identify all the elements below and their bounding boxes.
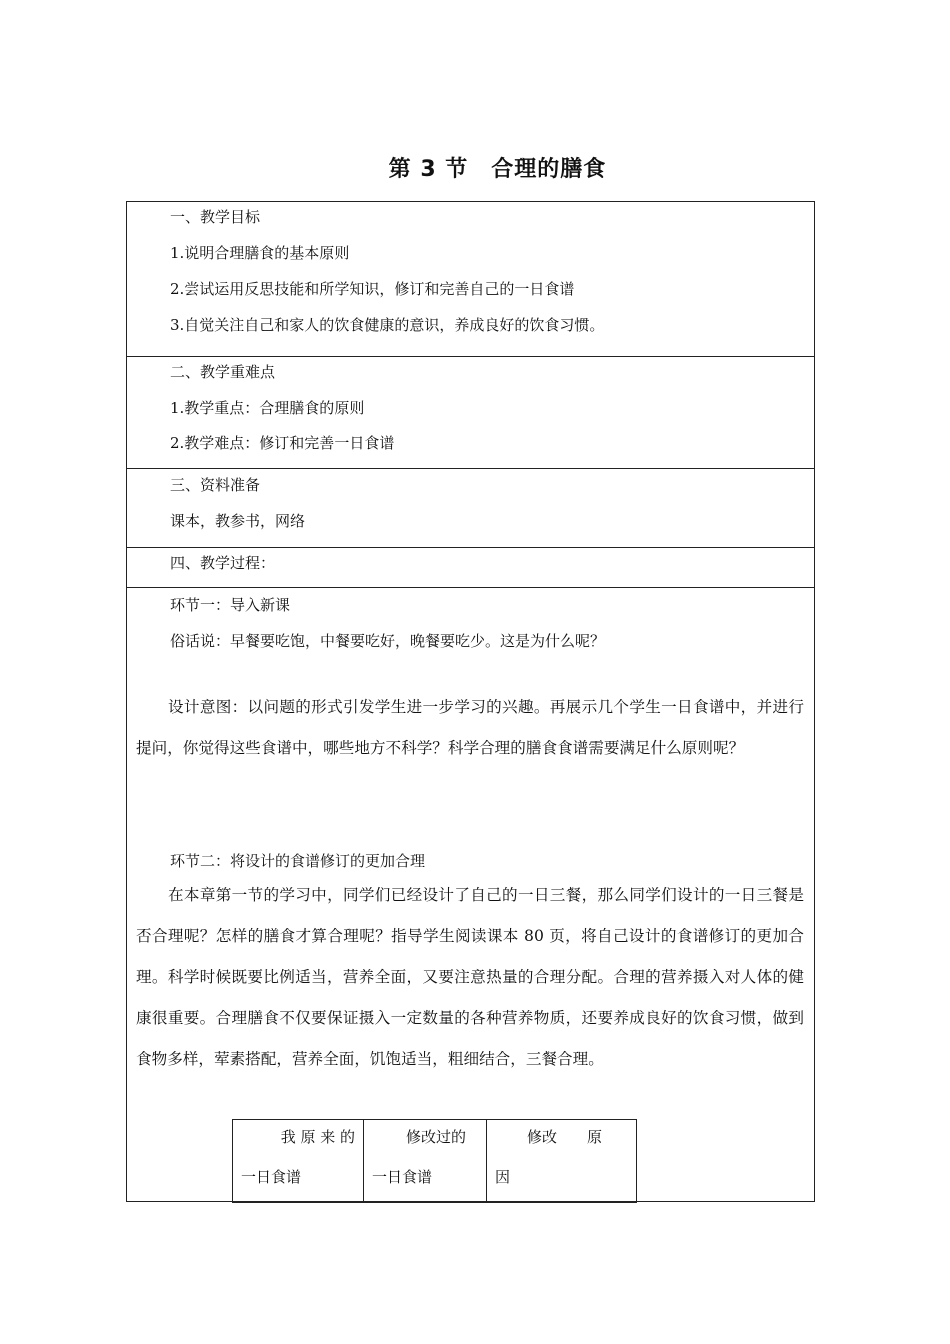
section2-item-1: 1.教学重点：合理膳食的原则: [170, 399, 365, 417]
row-divider: [127, 468, 814, 469]
page-title: 第 3 节 合理的膳食: [388, 157, 607, 182]
col3-header-line1: 修改 原: [527, 1128, 603, 1146]
column-divider: [363, 1120, 364, 1201]
row-divider: [127, 587, 814, 588]
section1-heading: 一、教学目标: [170, 208, 261, 226]
col2-header-line2: 一日食谱: [372, 1168, 433, 1186]
col3-header-line2: 因: [495, 1168, 511, 1186]
column-divider: [486, 1120, 487, 1201]
row-divider: [127, 547, 814, 548]
link2-text: 在本章第一节的学习中，同学们已经设计了自己的一日三餐，那么同学们设计的一日三餐是否合理呢？怎样的膳食才算合理呢？指导学生阅读课本 80 页，将自己设计的食谱修订的更加合理。科学时候既要比例适当，营养全面，又要注意热量的合理分配。合理的营养摄入对人体的健康很重要。合理膳食不仅要保证摄入一定数量的各种营养物质，还要养成良好的饮食习惯，做到食物多样，荤素搭配，营养全面，饥饱适当，粗细结合，三餐合理。: [136, 886, 804, 1068]
section1-item-3: 3.自觉关注自己和家人的饮食健康的意识，养成良好的饮食习惯。: [170, 316, 605, 334]
link2-title: 环节二：将设计的食谱修订的更加合理: [170, 852, 426, 870]
row-divider: [127, 356, 814, 357]
section1-item-1: 1.说明合理膳食的基本原则: [170, 244, 350, 262]
section4-heading: 四、教学过程：: [170, 554, 276, 572]
lesson-table: [126, 201, 815, 1202]
col2-header-line1: 修改过的: [406, 1128, 467, 1146]
link1-text: 俗话说：早餐要吃饱，中餐要吃好，晚餐要吃少。这是为什么呢？: [170, 632, 606, 650]
col1-header-line1: 我 原 来 的: [280, 1128, 355, 1146]
link1-title: 环节一：导入新课: [170, 596, 291, 614]
col1-header-line2: 一日食谱: [241, 1168, 302, 1186]
section3-content: 课本，教参书，网络: [170, 512, 306, 530]
design-intent: 设计意图：以问题的形式引发学生进一步学习的兴趣。再展示几个学生一日食谱中，并进行提问，你觉得这些食谱中，哪些地方不科学？科学合理的膳食食谱需要满足什么原则呢？: [136, 698, 804, 757]
section2-heading: 二、教学重难点: [170, 363, 276, 381]
menu-comparison-table: [232, 1119, 637, 1203]
section1-item-2: 2.尝试运用反思技能和所学知识，修订和完善自己的一日食谱: [170, 280, 575, 298]
section2-item-2: 2.教学难点：修订和完善一日食谱: [170, 434, 395, 452]
section3-heading: 三、资料准备: [170, 476, 261, 494]
